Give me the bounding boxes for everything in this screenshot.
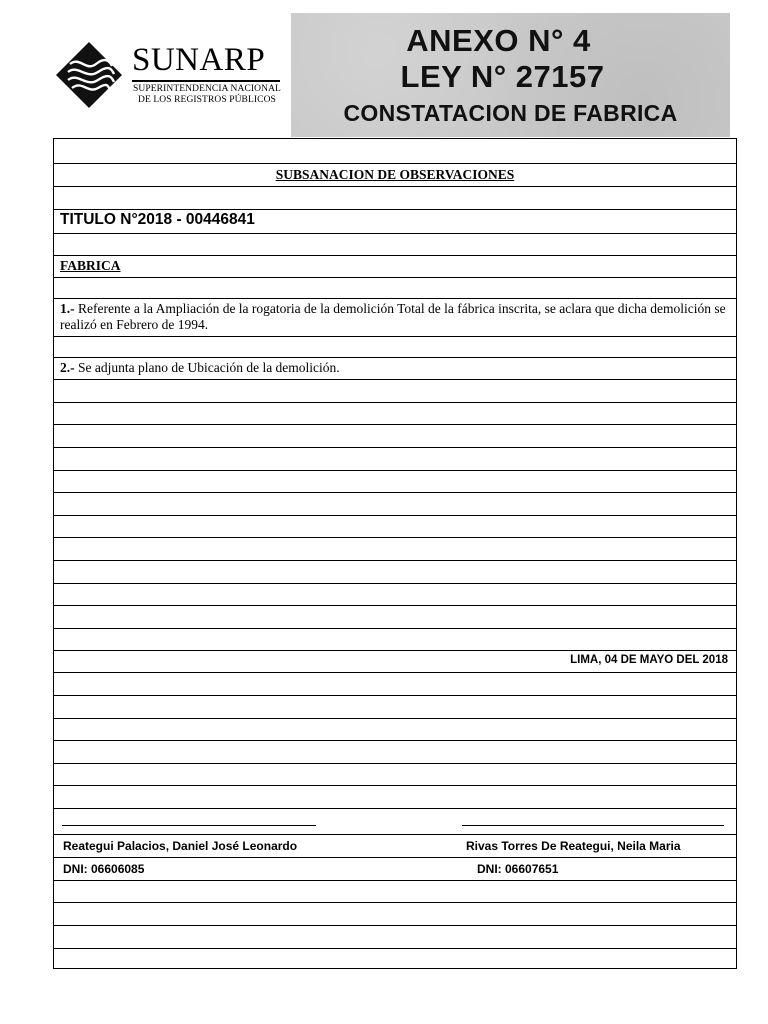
sunarp-emblem-icon xyxy=(56,42,122,108)
signatory-2-dni: DNI: 06607651 xyxy=(477,862,559,876)
form-row-signatory-dni xyxy=(54,857,736,880)
form-row xyxy=(54,560,736,583)
annex-title-box xyxy=(291,13,730,137)
form-row-signatory-names xyxy=(54,834,736,857)
form-row xyxy=(54,948,736,968)
form-row xyxy=(54,447,736,470)
form-row xyxy=(54,628,736,650)
form-row xyxy=(54,233,736,255)
form-row-section xyxy=(54,255,736,277)
form-row xyxy=(54,718,736,740)
date-location: LIMA, 04 DE MAYO DEL 2018 xyxy=(570,654,728,666)
form-row xyxy=(54,880,736,902)
item-1-body: Referente a la Ampliación de la rogatoria de la demolición Total de la fábrica inscrita, se aclara que dicha demolición se realizó en Febrero de 1994. xyxy=(60,301,726,332)
form-row xyxy=(54,672,736,695)
form-row xyxy=(54,740,736,763)
form-row-titulo xyxy=(54,209,736,233)
signature-line-1 xyxy=(62,825,316,826)
item-2-body: Se adjunta plano de Ubicación de la demolición. xyxy=(74,360,340,375)
law-number: LEY N° 27157 xyxy=(400,59,605,94)
form-row-signature-lines xyxy=(54,808,736,834)
annex-number: ANEXO N° 4 xyxy=(406,23,591,58)
item-1-number: 1.- xyxy=(60,301,75,316)
form-row xyxy=(54,695,736,718)
form-row xyxy=(54,402,736,424)
form-row xyxy=(54,537,736,560)
sunarp-logo xyxy=(56,40,288,116)
form-row xyxy=(54,605,736,628)
observation-form xyxy=(53,138,737,969)
item-2-number: 2.- xyxy=(60,360,75,375)
form-row xyxy=(54,925,736,948)
signature-line-2 xyxy=(462,825,724,826)
signatory-1-dni: DNI: 06606085 xyxy=(63,862,145,876)
form-row xyxy=(54,336,736,357)
form-row xyxy=(54,470,736,492)
form-row xyxy=(54,424,736,447)
form-row xyxy=(54,763,736,785)
item-1-text xyxy=(60,301,728,333)
form-row-date xyxy=(54,650,736,672)
section-label-fabrica: FABRICA xyxy=(60,258,121,273)
signatory-2-name: Rivas Torres De Reategui, Neila Maria xyxy=(466,839,681,853)
form-row-item-2 xyxy=(54,357,736,379)
titulo-number: TITULO N°2018 - 00446841 xyxy=(60,211,255,228)
signatory-1-name: Reategui Palacios, Daniel José Leonardo xyxy=(63,839,298,853)
document-type: CONSTATACION DE FABRICA xyxy=(343,100,678,126)
form-row xyxy=(54,379,736,402)
logo-name: SUNARP xyxy=(132,42,266,78)
item-2-text xyxy=(60,360,728,376)
form-row xyxy=(54,139,736,163)
form-row-item-1 xyxy=(54,298,736,336)
form-row xyxy=(54,785,736,808)
form-row xyxy=(54,492,736,515)
form-row xyxy=(54,186,736,209)
form-row xyxy=(54,902,736,925)
logo-divider xyxy=(132,80,280,82)
logo-subtitle-line2: DE LOS REGISTROS PÚBLICOS xyxy=(138,95,276,105)
logo-subtitle-line1: SUPERINTENDENCIA NACIONAL xyxy=(133,84,281,94)
form-row xyxy=(54,277,736,298)
form-row-heading xyxy=(54,163,736,186)
form-row xyxy=(54,583,736,605)
form-row xyxy=(54,515,736,537)
form-heading: SUBSANACION DE OBSERVACIONES xyxy=(275,167,515,182)
logo-subtitle xyxy=(132,84,282,106)
